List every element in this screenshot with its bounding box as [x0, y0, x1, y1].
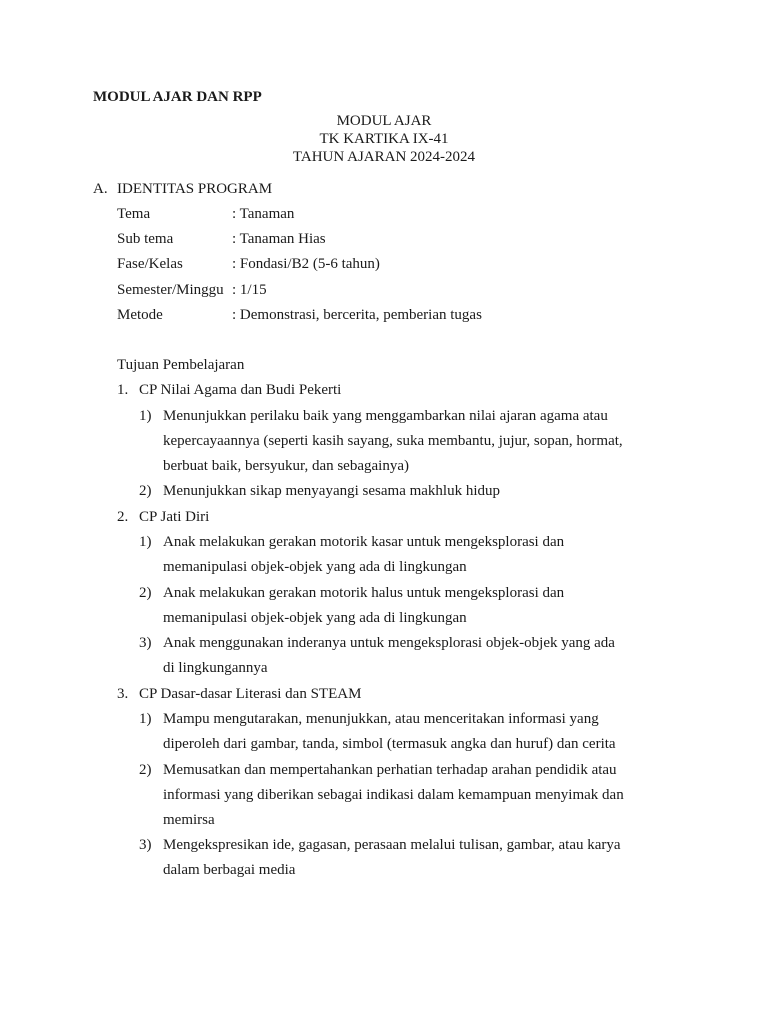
item-number: 1) [139, 711, 152, 727]
item-line: Mampu mengutarakan, menunjukkan, atau menceritakan informasi yang [163, 711, 599, 727]
item-line: Menunjukkan perilaku baik yang menggambarkan nilai ajaran agama atau [163, 408, 608, 424]
item-line: informasi yang diberikan sebagai indikasi dalam kemampuan menyimak dan [163, 787, 624, 803]
tujuan-heading: Tujuan Pembelajaran [117, 357, 245, 373]
cp-title-literasi-steam: CP Dasar-dasar Literasi dan STEAM [139, 686, 362, 702]
item-line: dalam berbagai media [163, 862, 296, 878]
item-line: memanipulasi objek-objek yang ada di lingkungan [163, 610, 467, 626]
item-line: Mengekspresikan ide, gagasan, perasaan melalui tulisan, gambar, atau karya [163, 837, 621, 853]
item-line: Memusatkan dan mempertahankan perhatian terhadap arahan pendidik atau [163, 762, 617, 778]
document-title: MODUL AJAR DAN RPP [93, 89, 262, 105]
field-value-tema: : Tanaman [232, 206, 295, 222]
cp-number: 1. [117, 382, 129, 398]
field-value-semester-minggu: : 1/15 [232, 282, 267, 298]
field-label-sub-tema: Sub tema [117, 231, 174, 247]
item-line: Menunjukkan sikap menyayangi sesama makhluk hidup [163, 483, 501, 499]
item-number: 1) [139, 408, 152, 424]
title-line-1: MODUL AJAR [336, 113, 432, 129]
cp-number: 2. [117, 509, 129, 525]
cp-title-nilai-agama: CP Nilai Agama dan Budi Pekerti [139, 382, 342, 398]
field-label-tema: Tema [117, 206, 151, 222]
item-line: di lingkungannya [163, 660, 268, 676]
section-a-heading: IDENTITAS PROGRAM [117, 181, 273, 197]
item-line: diperoleh dari gambar, tanda, simbol (termasuk angka dan huruf) dan cerita [163, 736, 616, 752]
item-number: 3) [139, 635, 152, 651]
field-value-sub-tema: : Tanaman Hias [232, 231, 326, 247]
title-line-2: TK KARTIKA IX-41 [319, 131, 449, 147]
field-label-fase-kelas: Fase/Kelas [117, 256, 183, 272]
item-line: Anak melakukan gerakan motorik halus untuk mengeksplorasi dan [163, 585, 565, 601]
field-value-fase-kelas: : Fondasi/B2 (5-6 tahun) [232, 256, 380, 272]
section-a-marker: A. [93, 181, 108, 197]
field-value-metode: : Demonstrasi, bercerita, pemberian tugas [232, 307, 482, 323]
item-line: memirsa [163, 812, 215, 828]
item-line: Anak melakukan gerakan motorik kasar untuk mengeksplorasi dan [163, 534, 565, 550]
field-label-semester-minggu: Semester/Minggu [117, 282, 224, 298]
item-number: 2) [139, 585, 152, 601]
item-number: 2) [139, 483, 152, 499]
cp-title-jati-diri: CP Jati Diri [139, 509, 210, 525]
title-line-3: TAHUN AJARAN 2024-2024 [292, 149, 476, 165]
item-number: 3) [139, 837, 152, 853]
item-line: berbuat baik, bersyukur, dan sebagainya) [163, 458, 409, 474]
field-label-metode: Metode [117, 307, 163, 323]
item-line: kepercayaannya (seperti kasih sayang, suka membantu, jujur, sopan, hormat, [163, 433, 623, 449]
item-number: 2) [139, 762, 152, 778]
item-line: memanipulasi objek-objek yang ada di lingkungan [163, 559, 467, 575]
item-number: 1) [139, 534, 152, 550]
item-line: Anak menggunakan inderanya untuk mengeksplorasi objek-objek yang ada [163, 635, 615, 651]
cp-number: 3. [117, 686, 129, 702]
